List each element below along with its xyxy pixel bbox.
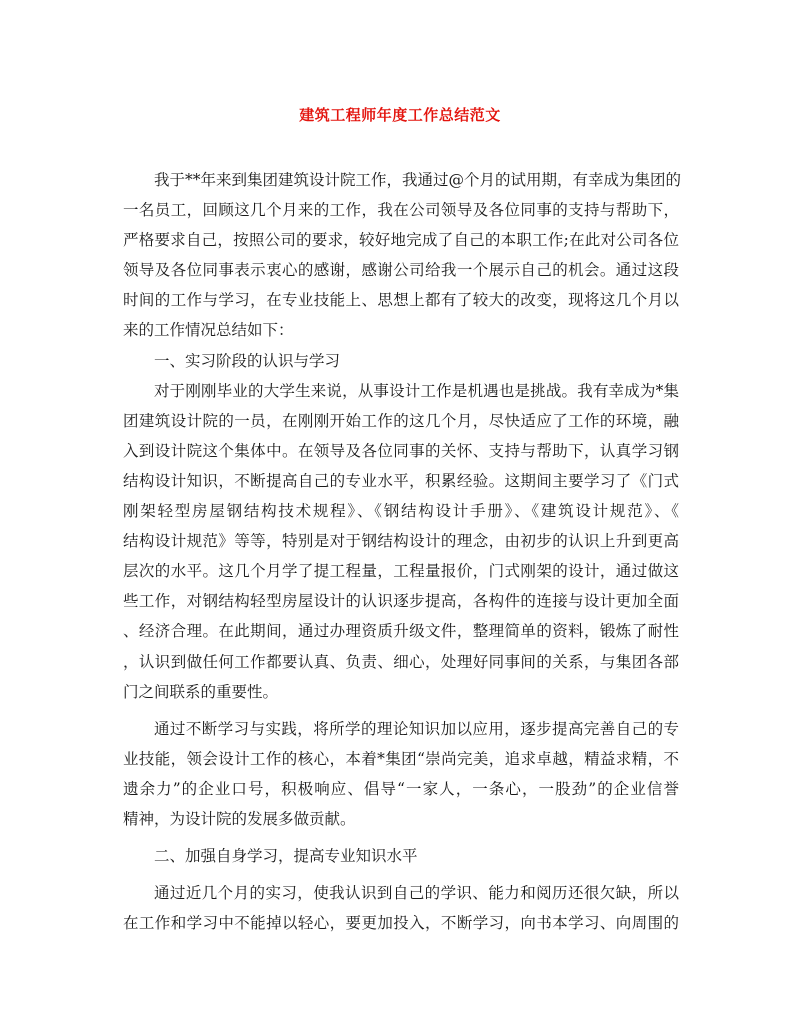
paragraph-line: ，认识到做任何工作都要认真、负责、细心，处理好同事间的关系，与集团各部 [123, 652, 679, 671]
paragraph-spacer [123, 707, 679, 714]
paragraph-line: 、经济合理。在此期间，通过办理资质升级文件，整理简单的资料，锻炼了耐性 [123, 622, 679, 641]
paragraph-line: 时间的工作与学习，在专业技能上、思想上都有了较大的改变，现将这几个月以 [123, 291, 679, 310]
paragraph-line: 团建筑设计院的一员，在刚刚开始工作的这几个月，尽快适应了工作的环境，融 [123, 411, 679, 430]
paragraph-line: 领导及各位同事表示衷心的感谢，感谢公司给我一个展示自己的机会。通过这段 [123, 261, 679, 280]
paragraph-spacer [123, 834, 679, 841]
paragraph-line: 精神，为设计院的发展多做贡献。 [123, 809, 356, 828]
paragraph-line: 入到设计院这个集体中。在领导及各位同事的关怀、支持与帮助下，认真学习钢 [123, 441, 679, 460]
paragraph-line: 结构设计规范》等等，特别是对于钢结构设计的理念，由初步的认识上升到更高 [123, 532, 679, 551]
paragraph-line: 业技能，领会设计工作的核心，本着*集团“崇尚完美，追求卓越，精益求精，不 [123, 749, 679, 768]
paragraph-line: 来的工作情况总结如下： [123, 321, 294, 340]
document-title: 建筑工程师年度工作总结范文 [299, 106, 501, 124]
paragraph-line: 结构设计知识，不断提高自己的专业水平，积累经验。这期间主要学习了《门式 [123, 471, 679, 490]
paragraph-line: 遗余力”的企业口号，积极响应、倡导“一家人，一条心，一股劲”的企业信誉 [123, 779, 679, 798]
paragraph-spacer [123, 871, 679, 878]
document-body [123, 165, 682, 938]
paragraph-line: 刚架轻型房屋钢结构技术规程》、《钢结构设计手册》、《建筑设计规范》、《 [123, 502, 679, 521]
paragraph-line: 通过近几个月的实习，使我认识到自己的学识、能力和阅历还很欠缺，所以 [154, 884, 679, 903]
section-heading: 一、实习阶段的认识与学习 [154, 351, 341, 370]
paragraph-line: 层次的水平。这几个月学了提工程量，工程量报价，门式刚架的设计，通过做这 [123, 562, 679, 581]
paragraph-line: 通过不断学习与实践，将所学的理论知识加以应用，逐步提高完善自己的专 [154, 719, 679, 738]
paragraph-line: 一名员工，回顾这几个月来的工作，我在公司领导及各位同事的支持与帮助下， [123, 201, 679, 220]
section-heading: 二、加强自身学习，提高专业知识水平 [154, 847, 418, 866]
paragraph-line: 些工作，对钢结构轻型房屋设计的认识逐步提高，各构件的连接与设计更加全面 [123, 592, 679, 611]
paragraph-line: 门之间联系的重要性。 [123, 682, 279, 701]
paragraph-line: 严格要求自己，按照公司的要求，较好地完成了自己的本职工作;在此对公司各位 [123, 231, 679, 250]
paragraph-line: 在工作和学习中不能掉以轻心，要更加投入，不断学习，向书本学习、向周围的 [123, 914, 679, 933]
paragraph-line: 对于刚刚毕业的大学生来说，从事设计工作是机遇也是挑战。我有幸成为*集 [154, 381, 679, 400]
paragraph-line: 我于**年来到集团建筑设计院工作，我通过@个月的试用期，有幸成为集团的 [154, 171, 682, 189]
